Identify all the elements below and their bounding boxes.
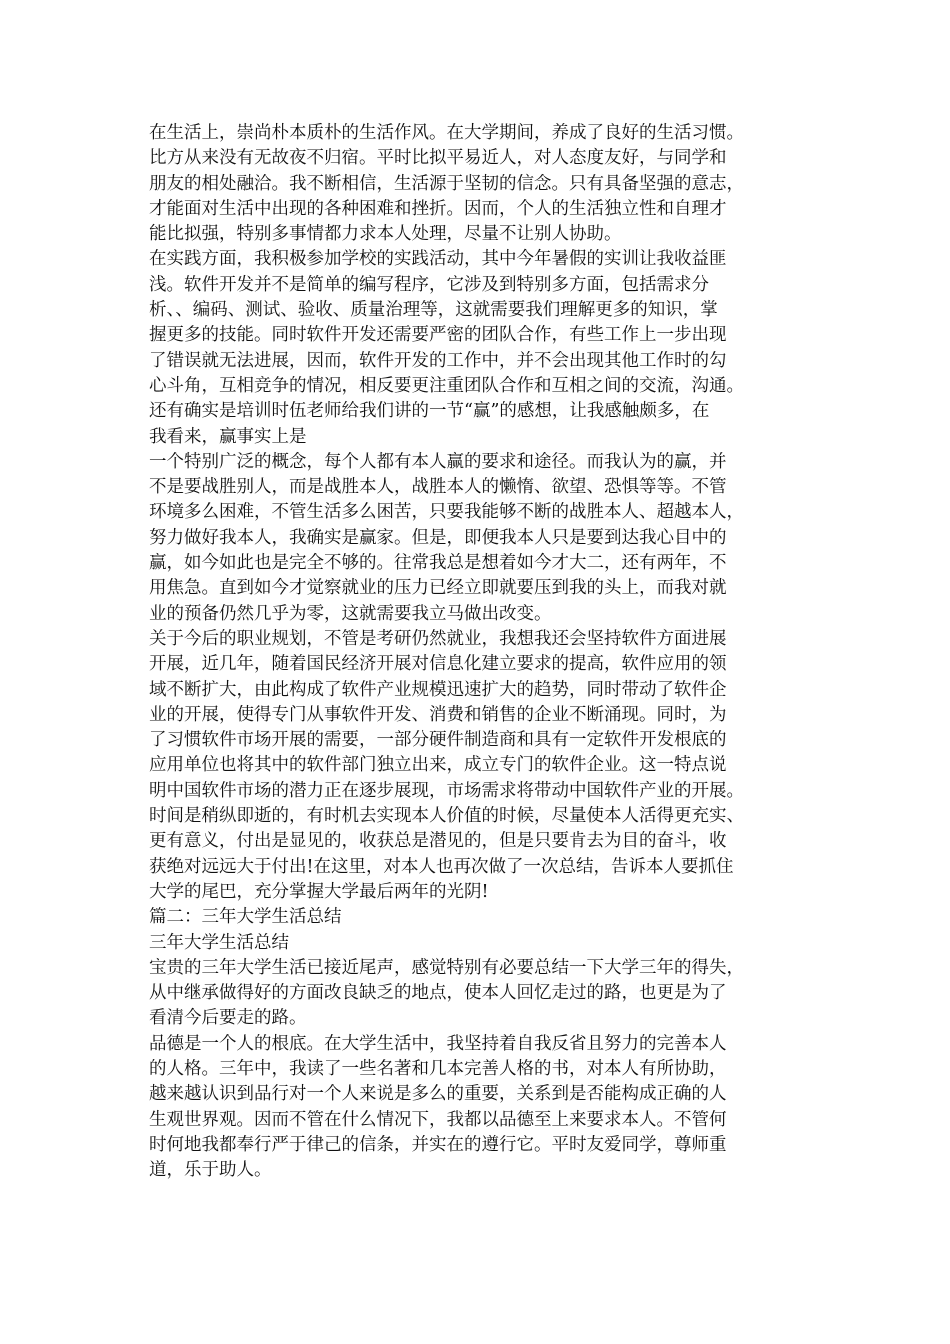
text-line: 我看来，赢事实上是 [149, 426, 307, 447]
text-line: 浅。软件开发并不是简单的编写程序，它涉及到特别多方面，包括需求分 [149, 274, 709, 295]
text-line: 时间是稍纵即逝的，有时机去实现本人价值的时候，尽量使本人活得更充实、 [149, 806, 744, 827]
text-line: 努力做好我本人，我确实是赢家。但是，即便我本人只是要到达我心目中的 [149, 527, 727, 548]
text-line: 的人格。三年中，我读了一些名著和几本完善人格的书，对本人有所协助， [149, 1058, 727, 1079]
text-line: 比方从来没有无故夜不归宿。平时比拟平易近人，对人态度友好，与同学和 [149, 148, 727, 169]
text-line: 心斗角，互相竞争的情况，相反要更注重团队合作和互相之间的交流，沟通。 [149, 375, 744, 396]
text-line: 宝贵的三年大学生活已接近尾声，感觉特别有必要总结一下大学三年的得失， [149, 957, 744, 978]
text-line: 三年大学生活总结 [149, 932, 289, 953]
text-line: 关于今后的职业规划，不管是考研仍然就业，我想我还会坚持软件方面进展 [149, 628, 727, 649]
text-line: 握更多的技能。同时软件开发还需要严密的团队合作，有些工作上一步出现 [149, 325, 727, 346]
text-line: 越来越认识到品行对一个人来说是多么的重要，关系到是否能构成正确的人 [149, 1084, 727, 1105]
text-line: 时何地我都奉行严于律己的信条，并实在的遵行它。平时友爱同学，尊师重 [149, 1134, 727, 1155]
text-line: 了错误就无法进展，因而，软件开发的工作中，并不会出现其他工作时的勾 [149, 350, 727, 371]
text-line: 域不断扩大，由此构成了软件产业规模迅速扩大的趋势，同时带动了软件企 [149, 679, 727, 700]
text-line: 道，乐于助人。 [149, 1160, 272, 1181]
text-line: 不是要战胜别人，而是战胜本人，战胜本人的懒惰、欲望、恐惧等等。不管 [149, 477, 727, 498]
text-line: 一个特别广泛的概念，每个人都有本人赢的要求和途径。而我认为的赢，并 [149, 451, 727, 472]
text-line: 析、、编码、测试、验收、质量治理等，这就需要我们理解更多的知识，掌 [149, 300, 718, 321]
text-line: 更有意义，付出是显见的，收获总是潜见的，但是只要肯去为目的奋斗，收 [149, 831, 727, 852]
text-line: 环境多么困难，不管生活多么困苦，只要我能够不断的战胜本人、超越本人， [149, 502, 744, 523]
text-line: 从中继承做得好的方面改良缺乏的地点，使本人回忆走过的路，也更是为了 [149, 983, 727, 1004]
text-line: 在生活上，崇尚朴本质朴的生活作风。在大学期间，养成了良好的生活习惯。 [149, 123, 744, 143]
text-line: 篇二：三年大学生活总结 [149, 907, 342, 928]
text-line: 在实践方面，我积极参加学校的实践活动，其中今年暑假的实训让我收益匪 [149, 249, 727, 270]
text-line: 才能面对生活中出现的各种困难和挫折。因而，个人的生活独立性和自理才 [149, 198, 727, 219]
text-line: 了习惯软件市场开展的需要，一部分硬件制造商和具有一定软件开发根底的 [149, 730, 727, 751]
text-line: 能比拟强，特别多事情都力求本人处理，尽量不让别人协助。 [149, 224, 622, 245]
text-line: 明中国软件市场的潜力正在逐步展现，市场需求将带动中国软件产业的开展。 [149, 780, 744, 801]
text-line: 看清今后要走的路。 [149, 1008, 307, 1029]
text-line: 业的预备仍然几乎为零，这就需要我立马做出改变。 [149, 603, 552, 624]
text-line: 大学的尾巴，充分掌握大学最后两年的光阴! [149, 881, 489, 902]
text-line: 用焦急。直到如今才觉察就业的压力已经立即就要压到我的头上，而我对就 [149, 578, 727, 599]
document-body [149, 121, 809, 1183]
text-line: 朋友的相处融洽。我不断相信，生活源于坚韧的信念。只有具备坚强的意志， [149, 173, 744, 194]
text-line: 业的开展，使得专门从事软件开发、消费和销售的企业不断涌现。同时，为 [149, 704, 727, 725]
text-line: 还有确实是培训时伍老师给我们讲的一节“赢”的感想，让我感触颇多，在 [149, 401, 710, 422]
text-line: 赢，如今如此也是完全不够的。往常我总是想着如今才大二，还有两年，不 [149, 553, 727, 574]
text-line: 品德是一个人的根底。在大学生活中，我坚持着自我反省且努力的完善本人 [149, 1033, 727, 1054]
text-line: 生观世界观。因而不管在什么情况下，我都以品德至上来要求本人。不管何 [149, 1109, 727, 1130]
text-line: 应用单位也将其中的软件部门独立出来，成立专门的软件企业。这一特点说 [149, 755, 727, 776]
text-line: 开展，近几年，随着国民经济开展对信息化建立要求的提高，软件应用的领 [149, 654, 727, 675]
text-line: 获绝对远远大于付出!在这里，对本人也再次做了一次总结，告诉本人要抓住 [149, 856, 734, 877]
